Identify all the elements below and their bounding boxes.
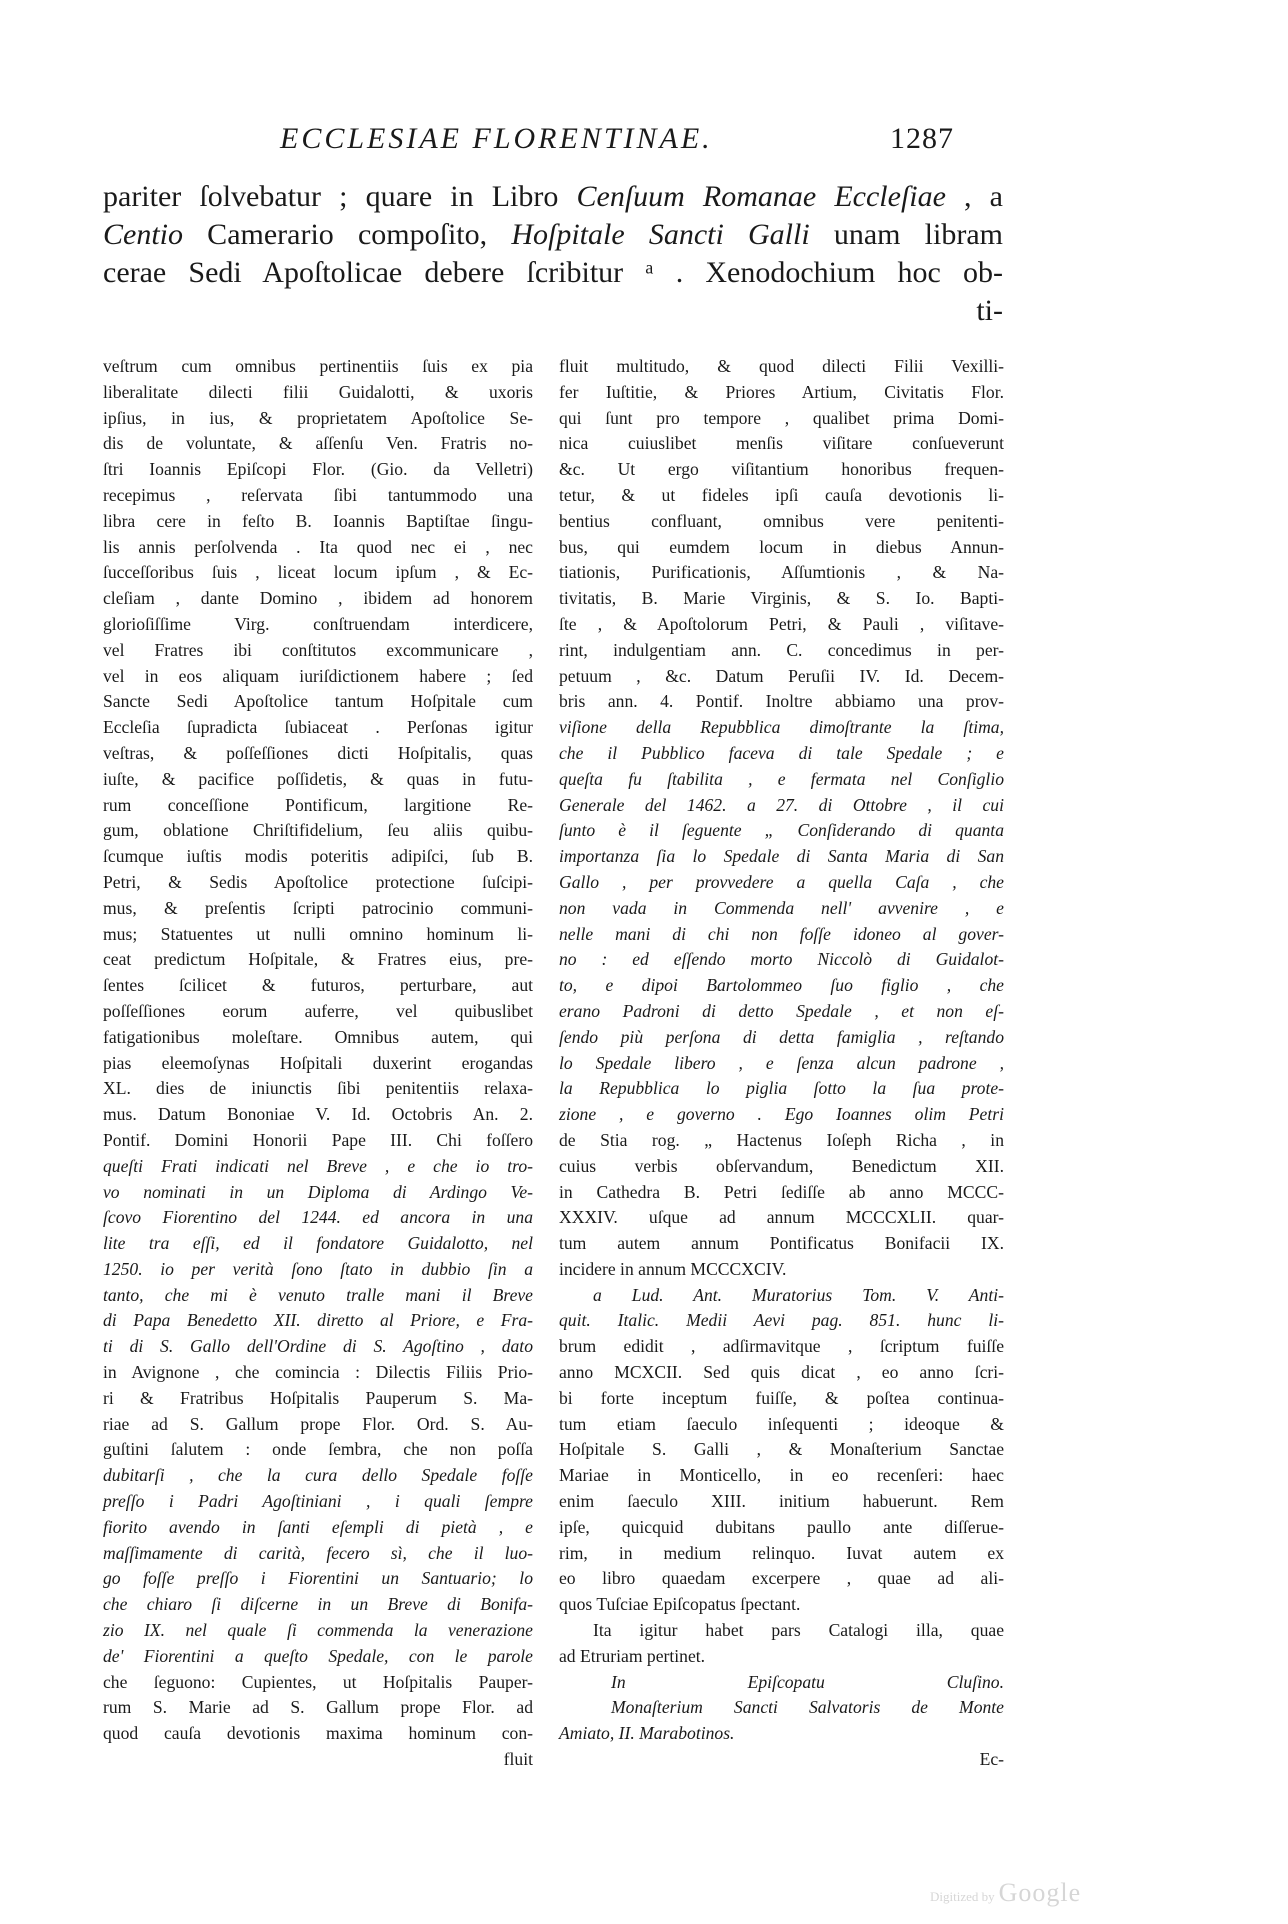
- text-line: fluit: [503, 1749, 533, 1770]
- text-line: che il Pubblico faceva di tale Spedale ; e: [559, 742, 1004, 763]
- text-line: &c. Ut ergo viſitantium honoribus frequen-: [559, 459, 1004, 480]
- intro-line: ti-: [976, 294, 1003, 327]
- left-column: [103, 354, 533, 1773]
- running-title: ECCLESIAE FLORENTINAE.: [280, 122, 713, 155]
- page-number: 1287: [890, 122, 954, 155]
- page-header: [250, 122, 1130, 162]
- text-line: Ec-: [979, 1749, 1004, 1770]
- text-line: dubitarſi , che la cura dello Spedale foſſe: [103, 1465, 533, 1486]
- text-line: fluit multitudo, & quod dilecti Filii Vexilli-: [559, 356, 1004, 376]
- text-line: to, e dipoi Bartolommeo ſuo figlio , che: [559, 975, 1004, 996]
- text-line: viſione della Repubblica dimoſtrante la ſtima,: [559, 717, 1004, 738]
- text-line: Eccleſia ſupradicta ſubiaceat . Perſonas igitur: [103, 717, 533, 738]
- text-line: tum etiam ſaeculo inſequenti ; ideoque &: [559, 1413, 1004, 1434]
- text-line: Pontif. Domini Honorii Pape III. Chi foſſero: [103, 1129, 533, 1150]
- text-line: tiationis, Purificationis, Aſſumtionis , & Na-: [559, 562, 1004, 583]
- text-line: In Epiſcopatu Cluſino.: [611, 1671, 1004, 1692]
- text-line: in Cathedra B. Petri ſediſſe ab anno MCCC-: [559, 1181, 1004, 1202]
- text-line: a Lud. Ant. Muratorius Tom. V. Anti-: [593, 1284, 1004, 1305]
- text-line: ſcovo Fiorentino del 1244. ed ancora in una: [103, 1207, 533, 1228]
- text-line: mus; Statuentes ut nulli omnino hominum li-: [103, 923, 533, 944]
- text-line: vo nominati in un Diploma di Ardingo Ve-: [103, 1181, 533, 1202]
- text-line: mus, & preſentis ſcripti patrocinio communi-: [103, 897, 533, 918]
- text-line: Gallo , per provvedere a quella Caſa , che: [559, 871, 1004, 892]
- text-line: che chiaro ſi diſcerne in un Breve di Bonifa-: [103, 1594, 533, 1615]
- text-line: de' Fiorentini a queſto Spedale, con le parole: [103, 1645, 533, 1666]
- text-line: glorioſiſſime Virg. conſtruendam interdicere,: [103, 613, 533, 634]
- text-line: pias eleemoſynas Hoſpitali duxerint erogandas: [103, 1052, 533, 1073]
- text-line: fiorito avendo in ſanti eſempli di pietà , e: [103, 1516, 533, 1537]
- text-line: veſtras, & poſſeſſiones dicti Hoſpitalis, quas: [103, 742, 533, 763]
- text-line: ſte , & Apoſtolorum Petri, & Pauli , viſitave-: [559, 613, 1004, 634]
- text-line: ad Etruriam pertinet.: [559, 1645, 706, 1666]
- text-line: eo libro quaedam excerpere , quae ad ali-: [559, 1568, 1004, 1589]
- text-line: veſtrum cum omnibus pertinentiis ſuis ex pia: [103, 356, 533, 376]
- text-line: rint, indulgentiam ann. C. concedimus in per-: [559, 639, 1004, 660]
- text-line: tivitatis, B. Marie Virginis, & S. Io. Bapti-: [559, 588, 1004, 609]
- intro-line: pariter ſolvebatur ; quare in Libro Cenſuum Romanae Eccleſiae , a: [103, 180, 1003, 213]
- text-line: qui ſunt pro tempore , qualibet prima Domi-: [559, 407, 1004, 428]
- text-line: incidere in annum MCCCXCIV.: [559, 1258, 787, 1279]
- intro-line: Centio Camerario compoſito, Hoſpitale Sancti Galli unam libram: [103, 218, 1003, 251]
- text-line: lo Spedale libero , e ſenza alcun padrone ,: [559, 1052, 1004, 1073]
- text-line: ſucceſſoribus ſuis , liceat locum ipſum , & Ec-: [103, 562, 533, 583]
- text-line: Mariae in Monticello, in eo recenſeri: haec: [559, 1465, 1004, 1486]
- intro-line: cerae Sedi Apoſtolicae debere ſcribitur ᵃ . Xenodochium hoc ob-: [103, 256, 1003, 289]
- text-line: importanza ſia lo Spedale di Santa Maria di San: [559, 846, 1004, 867]
- text-line: rum conceſſione Pontificum, largitione Re-: [103, 794, 533, 815]
- text-line: bi forte inceptum fuiſſe, & poſtea continua-: [559, 1387, 1004, 1408]
- text-line: lis annis perſolvenda . Ita quod nec ei , nec: [103, 536, 533, 557]
- text-line: 1250. io per verità ſono ſtato in dubbio ſin a: [103, 1258, 533, 1279]
- text-line: Petri, & Sedis Apoſtolice protectione ſuſcipi-: [103, 871, 533, 892]
- text-line: recepimus , reſervata ſibi tantummodo una: [103, 484, 533, 505]
- text-line: vel Fratres ibi conſtitutos excommunicare ,: [103, 639, 533, 660]
- text-line: ipſius, in ius, & proprietatem Apoſtolice Se-: [103, 407, 533, 428]
- text-line: petuum , &c. Datum Peruſii IV. Id. Decem-: [559, 665, 1004, 686]
- text-line: lite tra eſſi, ed il fondatore Guidalotto, nel: [103, 1233, 533, 1254]
- text-line: go foſſe preſſo i Fiorentini un Santuario; lo: [103, 1568, 533, 1589]
- text-line: cleſiam , dante Domino , ibidem ad honorem: [103, 588, 533, 609]
- text-line: ſtri Ioannis Epiſcopi Flor. (Gio. da Velletri): [103, 459, 533, 480]
- text-line: anno MCXCII. Sed quis dicat , eo anno ſcri-: [559, 1362, 1004, 1383]
- text-line: nelle mani di chi non foſſe idoneo al gover-: [559, 923, 1004, 944]
- text-line: di Papa Benedetto XII. diretto al Priore, e Fra-: [103, 1310, 533, 1331]
- text-line: preſſo i Padri Agoſtiniani , i quali ſempre: [103, 1491, 533, 1512]
- right-column: [559, 354, 1004, 1773]
- text-line: quos Tuſciae Epiſcopatus ſpectant.: [559, 1594, 801, 1615]
- text-line: Ita igitur habet pars Catalogi illa, quae: [593, 1620, 1004, 1641]
- text-line: bentius confluant, omnibus vere penitenti-: [559, 510, 1004, 531]
- text-line: quit. Italic. Medii Aevi pag. 851. hunc li-: [559, 1310, 1004, 1331]
- text-line: ſentes ſcilicet & futuros, perturbare, aut: [103, 975, 533, 996]
- text-line: dis de voluntate, & aſſenſu Ven. Fratris no-: [103, 433, 533, 454]
- text-line: in Avignone , che comincia : Dilectis Filiis Prio-: [103, 1362, 533, 1383]
- text-line: no : ed eſſendo morto Niccolò di Guidalot-: [559, 949, 1004, 970]
- text-line: fer Iuſtitie, & Priores Artium, Civitatis Flor.: [559, 381, 1004, 402]
- text-line: cuius verbis obſervandum, Benedictum XII.: [559, 1155, 1004, 1176]
- text-line: ti di S. Gallo dell'Ordine di S. Agoſtino , dato: [103, 1336, 533, 1357]
- text-line: Amiato, II. Marabotinos.: [559, 1723, 735, 1744]
- text-line: mus. Datum Bononiae V. Id. Octobris An. 2.: [103, 1104, 533, 1125]
- text-line: ſunto è il ſeguente „ Conſiderando di quanta: [559, 820, 1004, 841]
- text-line: Hoſpitale S. Galli , & Monaſterium Sanctae: [559, 1439, 1004, 1460]
- text-line: la Repubblica lo piglia ſotto la ſua prote-: [559, 1078, 1004, 1099]
- text-line: enim ſaeculo XIII. initium habuerunt. Rem: [559, 1491, 1004, 1512]
- intro-paragraph: [103, 178, 1003, 330]
- text-line: libra cere in feſto B. Ioannis Baptiſtae ſingu-: [103, 510, 533, 531]
- text-line: tetur, & ut fideles ipſi cauſa devotionis li-: [559, 484, 1004, 505]
- text-line: iuſte, & pacifice poſſidetis, & quas in futu-: [103, 768, 533, 789]
- text-line: maſſimamente di carità, fecero sì, che il luo-: [103, 1542, 533, 1563]
- text-line: riae ad S. Gallum prope Flor. Ord. S. Au-: [103, 1413, 533, 1434]
- text-line: bris ann. 4. Pontif. Inoltre abbiamo una prov-: [559, 691, 1004, 712]
- text-line: Monaſterium Sancti Salvatoris de Monte: [611, 1697, 1004, 1718]
- text-line: poſſeſſiones eorum auferre, vel quibuslibet: [103, 1000, 533, 1021]
- text-line: che ſeguono: Cupientes, ut Hoſpitalis Pauper-: [103, 1671, 533, 1692]
- text-line: non vada in Commenda nell' avvenire , e: [559, 897, 1004, 918]
- text-line: gum, oblatione Chriſtifidelium, ſeu aliis quibu-: [103, 820, 533, 841]
- text-line: guſtini ſalutem : onde ſembra, che non poſſa: [103, 1439, 533, 1460]
- text-line: tanto, che mi è venuto tralle mani il Breve: [103, 1284, 533, 1305]
- text-line: bus, qui eumdem locum in diebus Annun-: [559, 536, 1004, 557]
- text-line: zio IX. nel quale ſi commenda la venerazione: [103, 1620, 533, 1641]
- text-line: XL. dies de iniunctis ſibi penitentiis relaxa-: [103, 1078, 533, 1099]
- digitization-watermark: Digitized by Google: [930, 1878, 1082, 1907]
- text-line: Sancte Sedi Apoſtolice tantum Hoſpitale cum: [103, 691, 533, 712]
- text-line: nica cuiuslibet menſis viſitare conſueverunt: [559, 433, 1004, 454]
- text-line: brum edidit , adſirmavitque , ſcriptum fuiſſe: [559, 1336, 1004, 1357]
- text-line: queſti Frati indicati nel Breve , e che io tro-: [103, 1155, 533, 1176]
- text-line: de Stia rog. „ Hactenus Ioſeph Richa , in: [559, 1129, 1004, 1150]
- text-line: liberalitate dilecti filii Guidalotti, & uxoris: [103, 381, 533, 402]
- text-line: quod cauſa devotionis maxima hominum con-: [103, 1723, 533, 1744]
- text-line: erano Padroni di detto Spedale , et non eſ-: [559, 1000, 1004, 1021]
- text-line: fatigationibus moleſtare. Omnibus autem, qui: [103, 1026, 533, 1047]
- text-line: zione , e governo . Ego Ioannes olim Petri: [559, 1104, 1004, 1125]
- text-line: ri & Fratribus Hoſpitalis Pauperum S. Ma-: [103, 1387, 533, 1408]
- text-line: tum autem annum Pontificatus Bonifacii IX.: [559, 1233, 1004, 1254]
- text-line: vel in eos aliquam iuriſdictionem habere ; ſed: [103, 665, 533, 686]
- text-line: rim, in medium relinquo. Iuvat autem ex: [559, 1542, 1004, 1563]
- text-line: ipſe, quicquid dubitans paullo ante diſſerue-: [559, 1516, 1004, 1537]
- text-line: ſendo più perſona di detta famiglia , reſtando: [559, 1026, 1004, 1047]
- text-line: ſcumque iuſtis modis poteritis adipiſci, ſub B.: [103, 846, 533, 867]
- text-line: XXXIV. uſque ad annum MCCCXLII. quar-: [559, 1207, 1004, 1228]
- text-line: Generale del 1462. a 27. di Ottobre , il cui: [559, 794, 1004, 815]
- text-line: ceat predictum Hoſpitale, & Fratres eius, pre-: [103, 949, 533, 970]
- text-line: rum S. Marie ad S. Gallum prope Flor. ad: [103, 1697, 533, 1718]
- text-line: queſta fu ſtabilita , e fermata nel Conſiglio: [559, 768, 1004, 789]
